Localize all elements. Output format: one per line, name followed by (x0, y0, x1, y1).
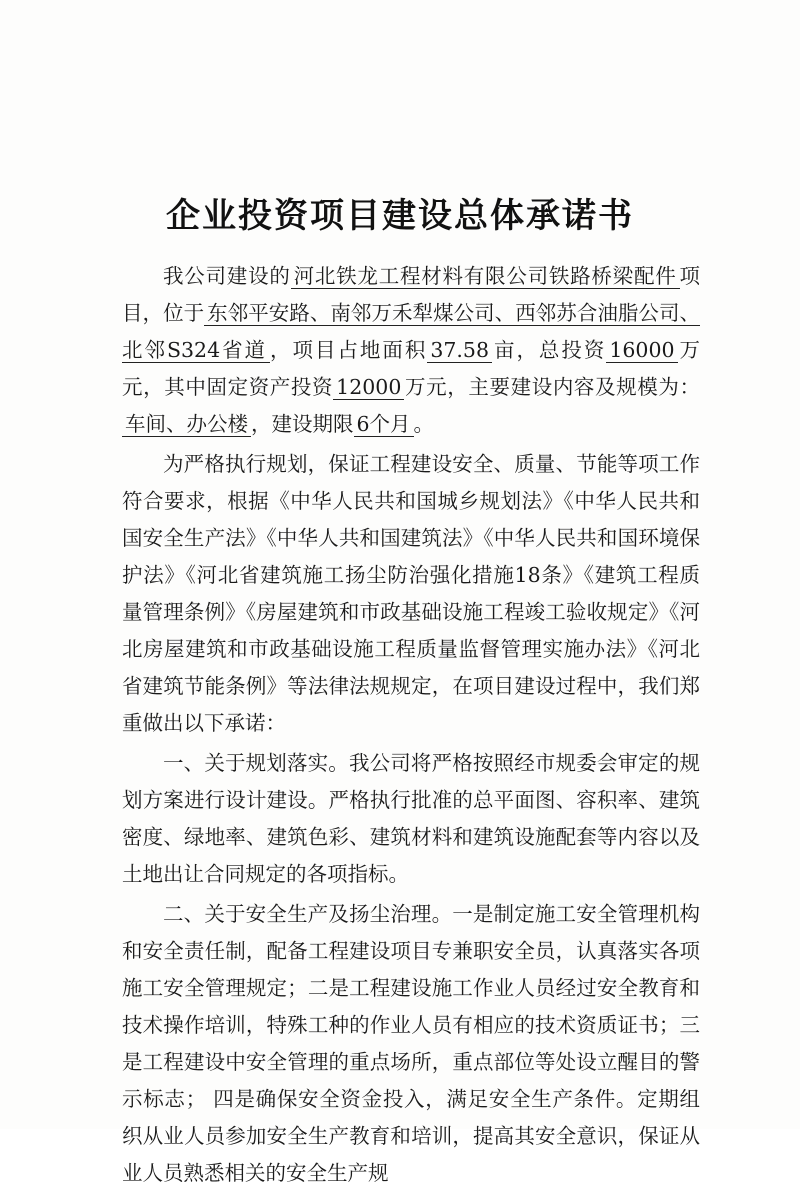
field-location: 东邻平安路、南邻万禾犁煤公司、西邻苏合油脂公司、北邻S324省道 (122, 301, 701, 362)
paragraph-planning: 一、关于规划落实。我公司将严格按照经市规委会审定的规划方案进行设计建设。严格执行批准的总平面图、容积率、建筑密度、绿地率、建筑色彩、建筑材料和建筑设施配套等内容以及土地出让合同规定的各项指标。 (122, 751, 700, 886)
field-build-period: 6个月 (354, 412, 414, 437)
page-title: 企业投资项目建设总体承诺书 (166, 196, 634, 236)
text-fragment: ，项目占地面积 (270, 338, 428, 362)
field-area: 37.58 (427, 338, 492, 363)
document-body (122, 258, 700, 1195)
paragraph-project-info (122, 258, 700, 443)
paragraph-legal-basis: 为严格执行规划，保证工程建设安全、质量、节能等项工作符合要求，根据《中华人民共和国城乡规划法》《中华人民共和国安全生产法》《中华人共和国建筑法》《中华人民共和国环境保护法》《河北省建筑施工扬尘防治强化措施18条》《建筑工程质量管理条例》《房屋建筑和市政基础设施工程竣工验收规定》《河北房屋建筑和市政基础设施工程质量监督管理实施办法》《河北省建筑节能条例》等法律法规规定，在项目建设过程中，我们郑重做出以下承诺： (122, 452, 700, 735)
text-fragment: ，建设期限 (251, 412, 354, 436)
paragraph-safety: 二、关于安全生产及扬尘治理。一是制定施工安全管理机构和安全责任制，配备工程建设项目专兼职安全员，认真落实各项施工安全管理规定；二是工程建设施工作业人员经过安全教育和技术操作培训，特殊工种的作业人员有相应的技术资质证书；三是工程建设中安全管理的重点场所，重点部位等处设立醒目的警示标志； 四是确保安全资金投入，满足安全生产条件。定期组织从业人员参加安全生产教育和培训，提高其安全意识，保证从业人员熟悉相关的安全生产规 (122, 902, 700, 1185)
text-fragment: 我公司建设的 (163, 264, 291, 288)
text-fragment: 万元，主要建设内容及规模为： (404, 375, 701, 399)
field-total-investment: 16000 (606, 338, 677, 363)
text-fragment: 项目，位于 (122, 264, 700, 325)
text-fragment: 万元，其中固定资产投资 (122, 338, 701, 399)
text-fragment: 。 (413, 412, 435, 436)
field-build-content: 车间、办公楼 (122, 412, 251, 437)
field-fixed-investment: 12000 (333, 375, 404, 400)
field-project-name: 河北铁龙工程材料有限公司铁路桥梁配件 (291, 264, 680, 289)
text-fragment: 亩，总投资 (492, 338, 607, 362)
